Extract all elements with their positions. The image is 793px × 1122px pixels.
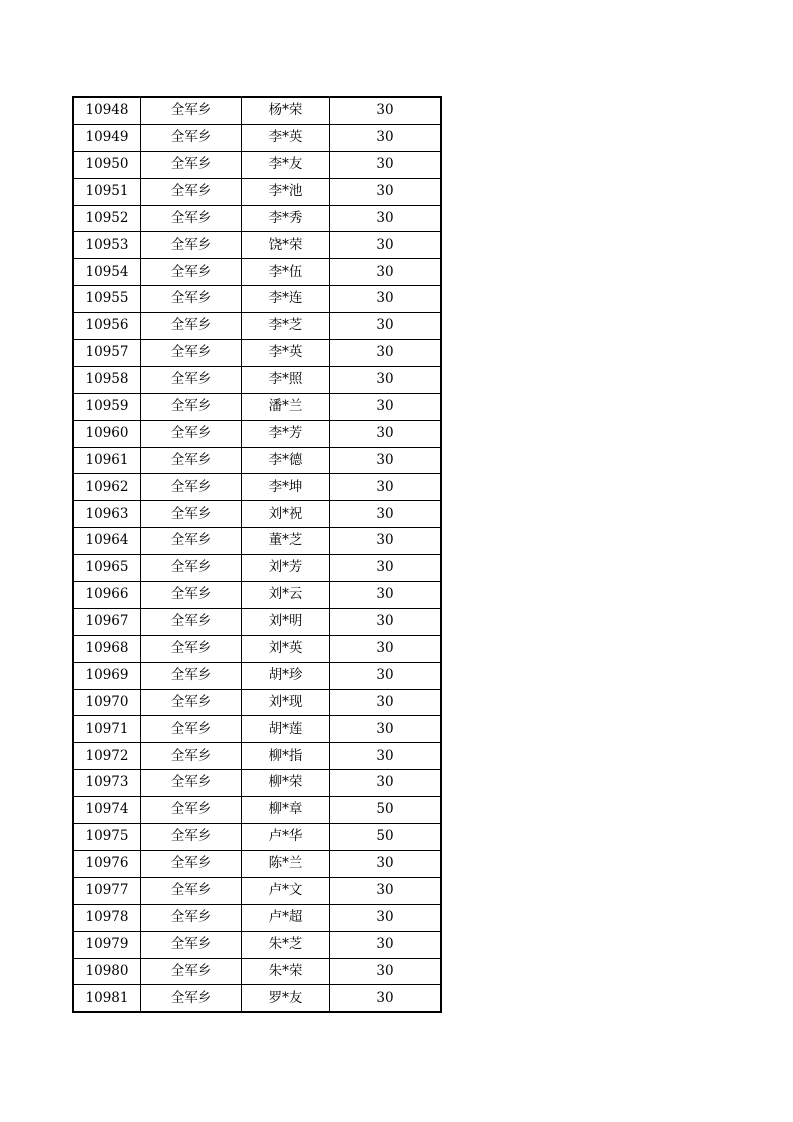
- amount-cell: 30: [330, 205, 442, 232]
- township-cell: 全军乡: [141, 931, 242, 958]
- table-row: [73, 340, 441, 367]
- amount-cell: 30: [330, 528, 442, 555]
- table-row: [73, 824, 441, 851]
- record-table-body: [73, 97, 441, 1012]
- person-name-cell: 刘*现: [242, 689, 330, 716]
- person-name-cell: 李*芝: [242, 313, 330, 340]
- person-name-cell: 卢*华: [242, 824, 330, 851]
- record-id-cell: 10975: [73, 824, 141, 851]
- amount-cell: 30: [330, 985, 442, 1012]
- person-name-cell: 胡*莲: [242, 716, 330, 743]
- amount-cell: 30: [330, 420, 442, 447]
- record-id-cell: 10981: [73, 985, 141, 1012]
- table-row: [73, 582, 441, 609]
- amount-cell: 30: [330, 555, 442, 582]
- township-cell: 全军乡: [141, 770, 242, 797]
- table-row: [73, 743, 441, 770]
- table-row: [73, 420, 441, 447]
- person-name-cell: 李*芳: [242, 420, 330, 447]
- table-row: [73, 797, 441, 824]
- record-id-cell: 10961: [73, 447, 141, 474]
- township-cell: 全军乡: [141, 232, 242, 259]
- township-cell: 全军乡: [141, 474, 242, 501]
- record-id-cell: 10966: [73, 582, 141, 609]
- table-row: [73, 151, 441, 178]
- record-id-cell: 10978: [73, 904, 141, 931]
- record-id-cell: 10951: [73, 178, 141, 205]
- person-name-cell: 李*英: [242, 124, 330, 151]
- amount-cell: 30: [330, 286, 442, 313]
- person-name-cell: 刘*英: [242, 635, 330, 662]
- amount-cell: 30: [330, 877, 442, 904]
- record-id-cell: 10954: [73, 259, 141, 286]
- person-name-cell: 饶*荣: [242, 232, 330, 259]
- person-name-cell: 李*照: [242, 366, 330, 393]
- table-row: [73, 232, 441, 259]
- table-row: [73, 931, 441, 958]
- township-cell: 全军乡: [141, 877, 242, 904]
- township-cell: 全军乡: [141, 582, 242, 609]
- amount-cell: 30: [330, 393, 442, 420]
- table-row: [73, 259, 441, 286]
- township-cell: 全军乡: [141, 366, 242, 393]
- amount-cell: 30: [330, 232, 442, 259]
- township-cell: 全军乡: [141, 340, 242, 367]
- record-id-cell: 10967: [73, 608, 141, 635]
- person-name-cell: 李*坤: [242, 474, 330, 501]
- table-row: [73, 393, 441, 420]
- township-cell: 全军乡: [141, 608, 242, 635]
- table-row: [73, 850, 441, 877]
- township-cell: 全军乡: [141, 555, 242, 582]
- person-name-cell: 李*英: [242, 340, 330, 367]
- amount-cell: 30: [330, 931, 442, 958]
- person-name-cell: 李*连: [242, 286, 330, 313]
- person-name-cell: 李*伍: [242, 259, 330, 286]
- amount-cell: 30: [330, 850, 442, 877]
- township-cell: 全军乡: [141, 743, 242, 770]
- record-id-cell: 10977: [73, 877, 141, 904]
- person-name-cell: 柳*指: [242, 743, 330, 770]
- record-id-cell: 10964: [73, 528, 141, 555]
- amount-cell: 30: [330, 501, 442, 528]
- person-name-cell: 刘*芳: [242, 555, 330, 582]
- amount-cell: 30: [330, 958, 442, 985]
- table-row: [73, 447, 441, 474]
- record-id-cell: 10960: [73, 420, 141, 447]
- township-cell: 全军乡: [141, 124, 242, 151]
- amount-cell: 30: [330, 635, 442, 662]
- record-id-cell: 10958: [73, 366, 141, 393]
- table-row: [73, 501, 441, 528]
- record-id-cell: 10950: [73, 151, 141, 178]
- township-cell: 全军乡: [141, 824, 242, 851]
- person-name-cell: 柳*荣: [242, 770, 330, 797]
- township-cell: 全军乡: [141, 447, 242, 474]
- township-cell: 全军乡: [141, 205, 242, 232]
- table-row: [73, 528, 441, 555]
- amount-cell: 50: [330, 824, 442, 851]
- table-row: [73, 286, 441, 313]
- amount-cell: 30: [330, 770, 442, 797]
- amount-cell: 30: [330, 447, 442, 474]
- amount-cell: 30: [330, 97, 442, 124]
- person-name-cell: 陈*兰: [242, 850, 330, 877]
- township-cell: 全军乡: [141, 286, 242, 313]
- record-id-cell: 10953: [73, 232, 141, 259]
- table-row: [73, 608, 441, 635]
- record-id-cell: 10952: [73, 205, 141, 232]
- amount-cell: 30: [330, 178, 442, 205]
- record-id-cell: 10976: [73, 850, 141, 877]
- table-row: [73, 904, 441, 931]
- person-name-cell: 李*友: [242, 151, 330, 178]
- table-row: [73, 662, 441, 689]
- record-id-cell: 10974: [73, 797, 141, 824]
- person-name-cell: 卢*超: [242, 904, 330, 931]
- amount-cell: 30: [330, 474, 442, 501]
- person-name-cell: 朱*荣: [242, 958, 330, 985]
- table-row: [73, 178, 441, 205]
- table-row: [73, 313, 441, 340]
- record-id-cell: 10948: [73, 97, 141, 124]
- amount-cell: 30: [330, 662, 442, 689]
- township-cell: 全军乡: [141, 797, 242, 824]
- amount-cell: 30: [330, 904, 442, 931]
- amount-cell: 30: [330, 582, 442, 609]
- table-row: [73, 97, 441, 124]
- person-name-cell: 董*芝: [242, 528, 330, 555]
- record-id-cell: 10980: [73, 958, 141, 985]
- record-id-cell: 10972: [73, 743, 141, 770]
- record-table: [72, 96, 442, 1013]
- amount-cell: 50: [330, 797, 442, 824]
- amount-cell: 30: [330, 366, 442, 393]
- record-id-cell: 10970: [73, 689, 141, 716]
- record-id-cell: 10955: [73, 286, 141, 313]
- person-name-cell: 刘*明: [242, 608, 330, 635]
- amount-cell: 30: [330, 340, 442, 367]
- amount-cell: 30: [330, 608, 442, 635]
- amount-cell: 30: [330, 259, 442, 286]
- table-row: [73, 124, 441, 151]
- table-row: [73, 985, 441, 1012]
- township-cell: 全军乡: [141, 151, 242, 178]
- amount-cell: 30: [330, 151, 442, 178]
- record-id-cell: 10973: [73, 770, 141, 797]
- table-row: [73, 366, 441, 393]
- person-name-cell: 罗*友: [242, 985, 330, 1012]
- amount-cell: 30: [330, 313, 442, 340]
- record-id-cell: 10968: [73, 635, 141, 662]
- amount-cell: 30: [330, 689, 442, 716]
- township-cell: 全军乡: [141, 259, 242, 286]
- record-id-cell: 10965: [73, 555, 141, 582]
- table-row: [73, 958, 441, 985]
- record-id-cell: 10959: [73, 393, 141, 420]
- township-cell: 全军乡: [141, 501, 242, 528]
- amount-cell: 30: [330, 743, 442, 770]
- amount-cell: 30: [330, 124, 442, 151]
- township-cell: 全军乡: [141, 420, 242, 447]
- record-id-cell: 10956: [73, 313, 141, 340]
- township-cell: 全军乡: [141, 689, 242, 716]
- township-cell: 全军乡: [141, 528, 242, 555]
- person-name-cell: 卢*文: [242, 877, 330, 904]
- township-cell: 全军乡: [141, 850, 242, 877]
- person-name-cell: 杨*荣: [242, 97, 330, 124]
- table-row: [73, 877, 441, 904]
- person-name-cell: 朱*芝: [242, 931, 330, 958]
- person-name-cell: 刘*云: [242, 582, 330, 609]
- table-row: [73, 555, 441, 582]
- township-cell: 全军乡: [141, 635, 242, 662]
- person-name-cell: 潘*兰: [242, 393, 330, 420]
- table-row: [73, 689, 441, 716]
- record-id-cell: 10971: [73, 716, 141, 743]
- township-cell: 全军乡: [141, 985, 242, 1012]
- record-id-cell: 10962: [73, 474, 141, 501]
- township-cell: 全军乡: [141, 393, 242, 420]
- township-cell: 全军乡: [141, 958, 242, 985]
- table-row: [73, 716, 441, 743]
- township-cell: 全军乡: [141, 97, 242, 124]
- table-row: [73, 474, 441, 501]
- person-name-cell: 柳*章: [242, 797, 330, 824]
- person-name-cell: 李*秀: [242, 205, 330, 232]
- amount-cell: 30: [330, 716, 442, 743]
- table-row: [73, 770, 441, 797]
- township-cell: 全军乡: [141, 313, 242, 340]
- person-name-cell: 李*德: [242, 447, 330, 474]
- person-name-cell: 刘*祝: [242, 501, 330, 528]
- township-cell: 全军乡: [141, 716, 242, 743]
- township-cell: 全军乡: [141, 904, 242, 931]
- person-name-cell: 李*池: [242, 178, 330, 205]
- township-cell: 全军乡: [141, 178, 242, 205]
- table-row: [73, 635, 441, 662]
- record-id-cell: 10949: [73, 124, 141, 151]
- person-name-cell: 胡*珍: [242, 662, 330, 689]
- record-id-cell: 10979: [73, 931, 141, 958]
- table-row: [73, 205, 441, 232]
- record-id-cell: 10957: [73, 340, 141, 367]
- township-cell: 全军乡: [141, 662, 242, 689]
- record-id-cell: 10963: [73, 501, 141, 528]
- record-id-cell: 10969: [73, 662, 141, 689]
